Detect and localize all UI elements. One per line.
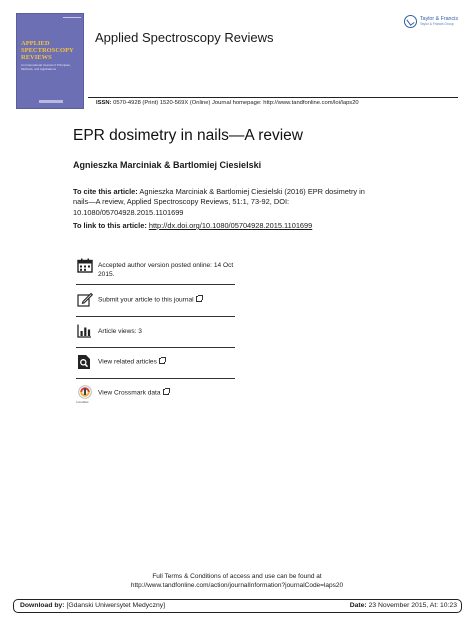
doi-link[interactable]: http://dx.doi.org/10.1080/05704928.2015.1101699	[148, 221, 313, 230]
crossmark-badge-label: CrossMark	[76, 401, 89, 404]
submit-row[interactable]	[76, 285, 235, 317]
article-title: EPR dosimetry in nails—A review	[73, 127, 303, 144]
article-actions-panel	[76, 256, 235, 411]
date-label: Date:	[349, 602, 367, 609]
crossmark-link-text[interactable]: View Crossmark data	[98, 389, 161, 397]
views-row	[76, 317, 235, 348]
calendar-icon	[77, 258, 93, 273]
date-value: 23 November 2015, At: 10:23	[368, 602, 457, 609]
views-text: Article views: 3	[98, 328, 142, 335]
journal-cover-image	[16, 13, 84, 109]
publisher-logo-icon	[404, 15, 417, 28]
search-document-icon	[77, 354, 91, 370]
cite-label: To cite this article:	[73, 187, 138, 196]
edit-icon	[77, 292, 93, 307]
bar-chart-icon	[77, 324, 92, 338]
cover-subtitle: An International Journal of Principles, Methods, and Applications	[21, 63, 71, 71]
download-info	[20, 600, 165, 612]
header-divider	[88, 97, 458, 98]
download-info-bar	[13, 599, 462, 613]
cover-title: APPLIED SPECTROSCOPY REVIEWS	[21, 40, 74, 61]
issn-line	[96, 100, 359, 106]
external-link-icon	[196, 296, 202, 302]
related-row[interactable]	[76, 348, 235, 379]
download-label: Download by:	[20, 602, 65, 609]
terms-line-1: Full Terms & Conditions of access and use can be found at	[152, 573, 322, 580]
article-authors: Agnieszka Marciniak & Bartlomiej Ciesielski	[73, 160, 262, 170]
terms-line-2[interactable]: http://www.tandfonline.com/action/journalInformation?journalCode=laps20	[130, 581, 344, 589]
publisher-logo	[404, 12, 458, 30]
citation-block	[73, 187, 373, 218]
date-info	[350, 600, 457, 612]
submit-link-text[interactable]: Submit your article to this journal	[98, 296, 194, 304]
related-link-text[interactable]: View related articles	[98, 358, 157, 366]
journal-name: Applied Spectroscopy Reviews	[95, 30, 274, 45]
publisher-tagline: Taylor & Francis Group	[420, 22, 454, 26]
publisher-name: Taylor & Francis	[420, 16, 458, 22]
external-link-icon	[159, 358, 165, 364]
download-value: [Gdanski Uniwersytet Medyczny]	[66, 602, 166, 609]
external-link-icon	[163, 389, 169, 395]
issn-text: 0570-4928 (Print) 1520-569X (Online) Journal homepage: http://www.tandfonline.com/loi/laps20	[113, 100, 359, 106]
cite-text: Agnieszka Marciniak & Bartlomiej Ciesielski (2016) EPR dosimetry in nails—A review, Applied Spectroscopy Reviews, 51:1, 73-92, DOI: 10.1080/05704928.2015.1101699	[73, 187, 365, 217]
link-label: To link to this article:	[73, 221, 147, 230]
accepted-row	[76, 256, 235, 285]
cover-header-decoration	[63, 17, 81, 29]
terms-note	[0, 573, 474, 590]
crossmark-row[interactable]	[76, 379, 235, 411]
cover-footer-decoration	[39, 100, 63, 103]
article-link-line	[73, 221, 312, 230]
issn-label: ISSN:	[96, 100, 112, 106]
accepted-text: Accepted author version posted online: 14 Oct 2015.	[98, 262, 234, 278]
